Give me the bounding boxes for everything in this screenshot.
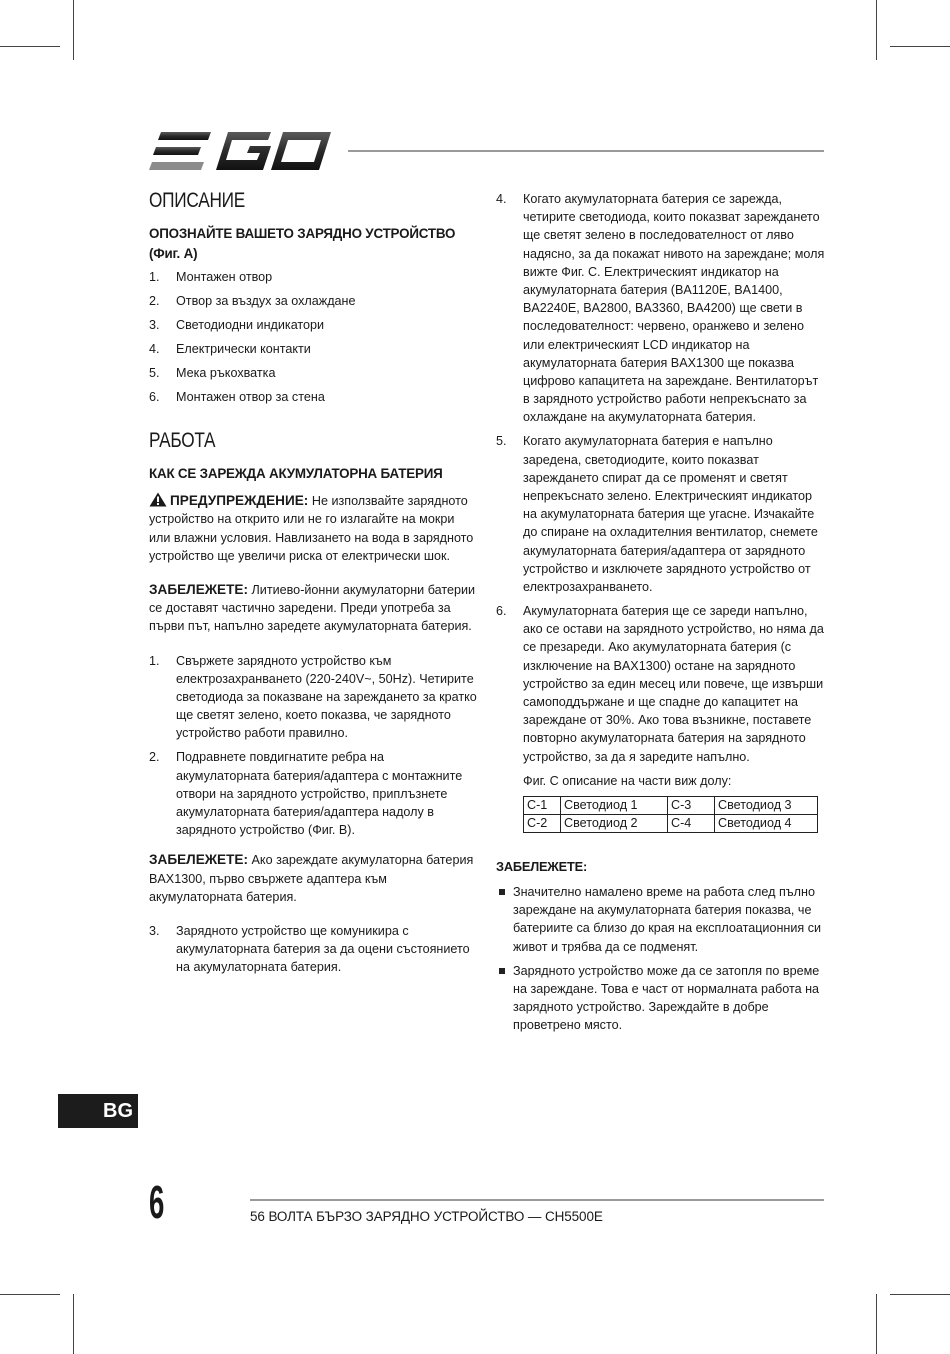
- section-subtitle-know-charger: ОПОЗНАЙТЕ ВАШЕТО ЗАРЯДНО УСТРОЙСТВО (Фиг. A): [149, 226, 456, 261]
- table-row: [524, 814, 818, 832]
- crop-mark: [0, 46, 60, 47]
- crop-mark: [73, 1294, 74, 1354]
- crop-mark: [890, 46, 950, 47]
- table-cell: C-3: [668, 796, 715, 814]
- steps-list: [149, 922, 479, 977]
- footer-title: 56 ВОЛТА БЪРЗО ЗАРЯДНО УСТРОЙСТВО — CH5500E: [250, 1209, 603, 1224]
- table-cell: Светодиод 1: [561, 796, 668, 814]
- figure-c-table: [523, 796, 818, 833]
- note-label: ЗАБЕЛЕЖЕТЕ:: [149, 582, 249, 598]
- note-paragraph: ЗАБЕЛЕЖЕТЕ: Литиево-йонни акумулаторни батерии се доставят частично заредени. Преди употреба за първи път, напълно заредете акумулаторната батерия.: [149, 582, 476, 634]
- footer-rule: [250, 1199, 824, 1201]
- list-item: 4. Електрически контакти: [149, 342, 311, 356]
- list-item: 6. Акумулаторната батерия ще се зареди напълно, ако се остави на зарядното устройство, но няма да се презареди. Ако акумулаторната батерия (с изключение на BAX1300) остане на зарядното устройство за един месец или повече, ще извърши самоподдържане и ще спадне до капацитет на зареждане от 30%. Ако това възникне, поставете повторно акумулаторната батерия на зарядното устройство, за да я заредите напълно.: [496, 604, 824, 764]
- table-cell: Светодиод 3: [715, 796, 818, 814]
- steps-list: [149, 652, 479, 840]
- right-column: [496, 190, 826, 1041]
- crop-mark: [876, 1294, 877, 1354]
- warning-triangle-icon: [149, 492, 167, 507]
- crop-mark: [73, 0, 74, 60]
- list-item: 6. Монтажен отвор за стена: [149, 390, 325, 404]
- table-cell: Светодиод 2: [561, 814, 668, 832]
- list-item: 2. Подравнете повдигнатите ребра на акумулаторната батерия/адаптера с монтажните отвори на зарядното устройство, приплъзнете акумулаторната батерия/адаптера надолу в зарядното устройство (Фиг. B).: [149, 750, 463, 838]
- section-subtitle-charging: КАК СЕ ЗАРЕЖДА АКУМУЛАТОРНА БАТЕРИЯ: [149, 466, 443, 482]
- list-item: Значително намалено време на работа след пълно зареждане на акумулаторната батерия показва, че батериите са близо до края на експлоатационния си живот и трябва да се подменят.: [496, 883, 826, 956]
- header-rule: [348, 150, 824, 152]
- list-item: 3. Светодиодни индикатори: [149, 318, 325, 332]
- crop-mark: [890, 1294, 950, 1295]
- section-title-description: ОПИСАНИЕ: [149, 189, 246, 212]
- crop-mark: [0, 1294, 60, 1295]
- notes-title: ЗАБЕЛЕЖЕТЕ:: [496, 858, 588, 874]
- language-tab: BG: [58, 1094, 138, 1128]
- table-cell: C-1: [524, 796, 561, 814]
- note-label: ЗАБЕЛЕЖЕТЕ:: [149, 852, 249, 868]
- note-paragraph: ЗАБЕЛЕЖЕТЕ: Ако зареждате акумулаторна батерия BAX1300, първо свържете адаптера към акумулаторната батерия.: [149, 852, 474, 904]
- list-item: 3. Зарядното устройство ще комуникира с акумулаторната батерия за да оцени състоянието на акумулаторната батерия.: [149, 924, 470, 975]
- parts-list: [149, 268, 479, 406]
- warning-label: ПРЕДУПРЕЖДЕНИЕ:: [170, 493, 309, 509]
- list-item: 5. Мека ръкохватка: [149, 366, 276, 380]
- bullet-square-icon: [499, 968, 505, 974]
- list-item: 5. Когато акумулаторната батерия е напълно заредена, светодиодите, които показват зареждането спират да се променят и светят непрекъснато зелено. Електрическият индикатор на акумулаторната батерия ще угасне. Изчакайте до спиране на охладителния вентилатор, снемете акумулаторната батерия/адаптера от зарядното устройство и изключете зарядното устройство от електрозахранването.: [496, 434, 818, 595]
- list-item: Зарядното устройство може да се затопля по време на зареждане. Това е част от нормалната работа на зарядното устройство. Зареждайте в добре проветрено място.: [496, 962, 826, 1035]
- figure-caption: Фиг. C описание на части виж долу:: [523, 773, 732, 788]
- table-cell: C-4: [668, 814, 715, 832]
- list-item: 4. Когато акумулаторната батерия се зарежда, четирите светодиода, които показват зареждането ще светят зелено в последователност от ляво надясно, за да покажат нивото на зареждане; моля вижте Фиг. C. Електрическият индикатор на акумулаторната батерия (BA1120E, BA1400, BA2240E, BA2800, BA3360, BA4200) ще свети в последователност: червено, оранжево и зелено или електрическият LCD индикатор на акумулаторната батерия BAX1300 ще показва цифрово капацитета на зареждане. Вентилаторът в зарядното устройство работи непрекъснато за охлаждане на акумулаторната батерия.: [496, 192, 825, 425]
- bullet-square-icon: [499, 889, 505, 895]
- ego-logo: [149, 130, 331, 172]
- steps-list: [496, 190, 826, 766]
- warning-text: Не използвайте зарядното устройство на открито или не го излагайте на мокри или влажни условия. Навлизането на вода в зарядното устройство ще увеличи риска от електрически шок.: [149, 494, 474, 563]
- warning-paragraph: [149, 492, 479, 565]
- list-item: 2. Отвор за въздух за охлаждане: [149, 294, 356, 308]
- left-column: [149, 186, 479, 982]
- list-item: 1. Свържете зарядното устройство към електрозахранването (220-240V~, 50Hz). Четирите светодиода за показване на зареждането за кратко ще светят зелено, което показва, че зарядното устройство работи правилно.: [149, 653, 477, 741]
- section-title-operation: РАБОТА: [149, 429, 216, 453]
- table-row: [524, 796, 818, 814]
- crop-mark: [876, 0, 877, 60]
- notes-list: [496, 883, 826, 1035]
- table-cell: Светодиод 4: [715, 814, 818, 832]
- list-item: 1. Монтажен отвор: [149, 270, 273, 284]
- page-number: 6: [149, 1176, 165, 1228]
- table-cell: C-2: [524, 814, 561, 832]
